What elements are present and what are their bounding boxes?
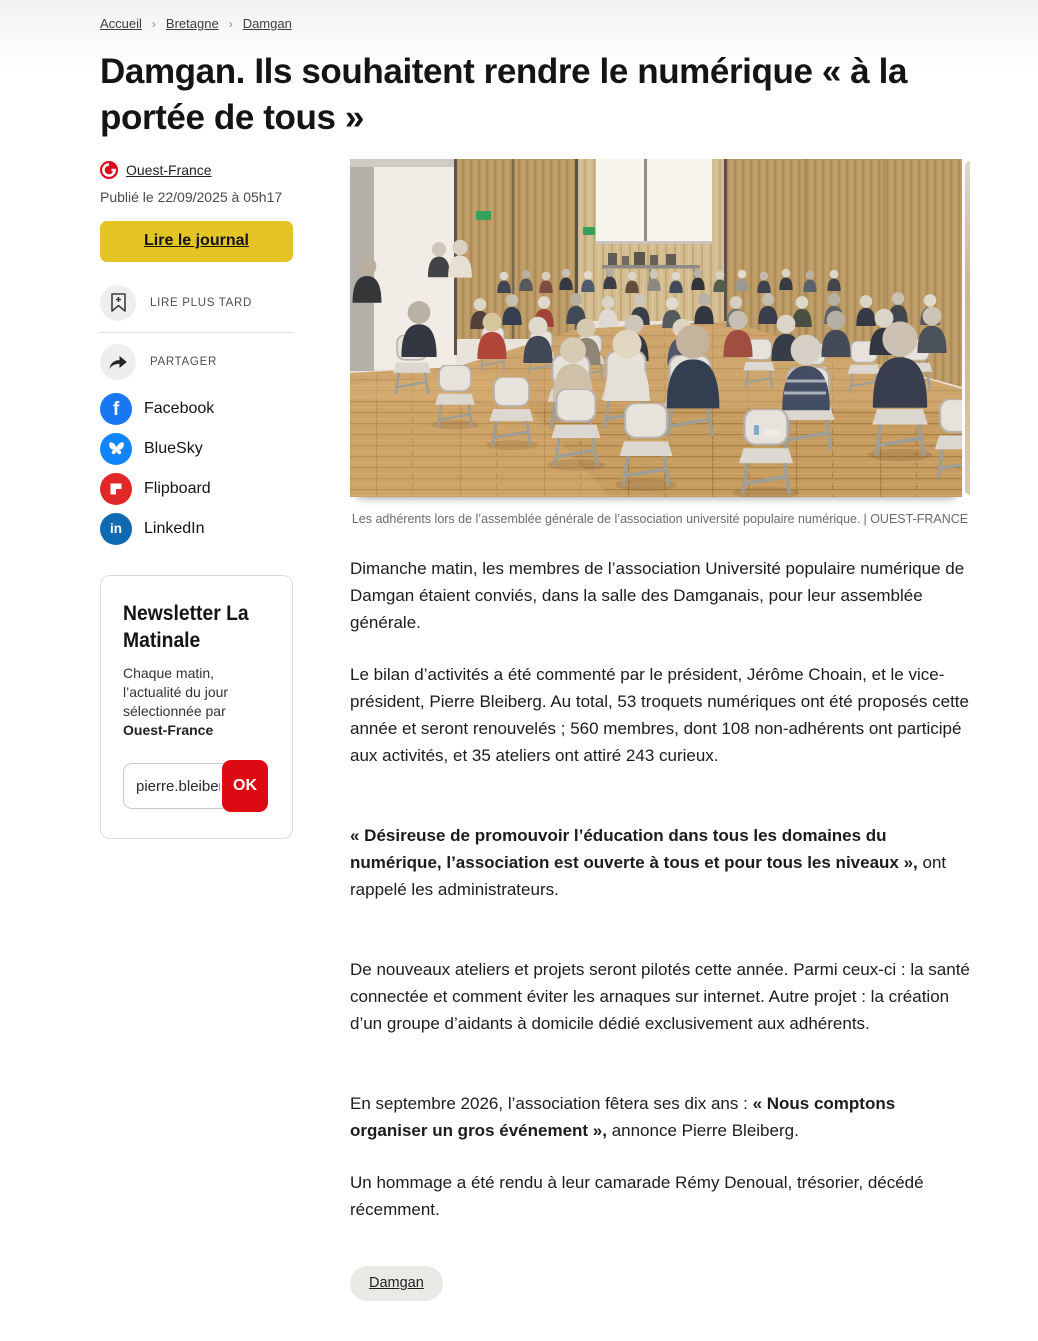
share-facebook[interactable] [100,389,293,429]
publish-date: Publié le 22/09/2025 à 05h17 [100,188,283,205]
share-bluesky[interactable] [100,429,293,469]
chevron-right-icon: › [151,16,156,31]
flag-f-icon [100,473,132,505]
newsletter-ok-button[interactable]: OK [222,760,268,812]
article-paragraph-quote: « Désireuse de promouvoir l’éducation dans tous les domaines du numérique, l’association est ouverte à tous et pour tous les niveaux », ont rappelé les administrateurs. [350,826,947,900]
source-row [100,161,293,179]
newsletter-brand: Ouest-France [123,722,214,739]
curved-arrow-icon [100,344,136,380]
newsletter-form [123,760,270,812]
breadcrumb [100,12,970,33]
share-label: PARTAGER [150,355,217,368]
article-paragraph: Le bilan d’activités a été commenté par le président, Jérôme Choain, et le vice-président, Pierre Bleiberg. Au total, 53 troquets numériques ont été proposés cette année et seront renouvelés ; 560 membres, dont 108 non-adhérents ont participé aux activités, et 35 ateliers ont attiré 243 curieux. [350,665,969,766]
article-paragraph: De nouveaux ateliers et projets seront pilotés cette année. Parmi ceux-ci : la santé connectée et comment éviter les arnaques sur internet. Autre projet : la création d’un groupe d’aidants à domicile dédié exclusivement aux adhérents. [350,960,970,1034]
photo-caption [350,511,970,529]
chevron-right-icon: › [228,16,233,31]
tag-list [350,1266,970,1301]
article-sidebar [100,159,293,1302]
assembly-photo-illustration [350,159,962,497]
butterfly-icon [100,433,132,465]
read-journal-button[interactable]: Lire le journal [100,221,293,262]
article-paragraph: Un hommage a été rendu à leur camarade Rémy Denoual, trésorier, décédé récemment. [350,1173,924,1220]
sidebar-divider [100,332,293,333]
article-paragraph: En septembre 2026, l’association fêtera ses dix ans : « Nous comptons organiser un gros événement », annonce Pierre Bleiberg. [350,1094,896,1141]
photo-credit: | OUEST-FRANCE [863,511,969,526]
share-linkedin-label: LinkedIn [144,519,205,537]
newsletter-email-input[interactable] [123,763,224,809]
share-button[interactable] [100,335,293,389]
newsletter-description: Chaque matin, l’actualité du jour sélectionnée par Ouest-France [123,665,229,739]
ouest-france-logo-icon [100,161,118,179]
in-icon: in [100,513,132,545]
tag-damgan[interactable]: Damgan [350,1266,443,1301]
breadcrumb-accueil[interactable]: Accueil [100,16,142,31]
article-paragraph: Dimanche matin, les membres de l’association Université populaire numérique de Damgan étaient conviés, dans la salle des Damganais, pour leur assemblée générale. [350,559,965,633]
share-linkedin[interactable] [100,509,293,549]
share-flipboard-label: Flipboard [144,479,211,497]
share-facebook-label: Facebook [144,399,215,417]
read-later-label: LIRE PLUS TARD [150,296,253,309]
newsletter-card [100,575,293,840]
photo-caption-text: Les adhérents lors de l’assemblée générale de l’association université populaire numérique. [351,511,861,526]
breadcrumb-bretagne[interactable]: Bretagne [165,16,219,31]
share-bluesky-label: BlueSky [144,439,203,457]
bookmark-plus-icon [100,285,136,321]
read-later-button[interactable] [100,276,293,330]
facebook-icon: f [100,393,132,425]
newsletter-title: Newsletter La Matinale [123,601,249,652]
article-photo[interactable] [350,159,962,497]
carousel-next-peek[interactable] [965,161,970,495]
breadcrumb-damgan[interactable]: Damgan [242,16,292,31]
share-flipboard[interactable] [100,469,293,509]
source-link[interactable]: Ouest-France [126,161,212,178]
article-body [350,159,970,1302]
page-title: Damgan. Ils souhaitent rendre le numérique « à la portée de tous » [100,52,908,137]
